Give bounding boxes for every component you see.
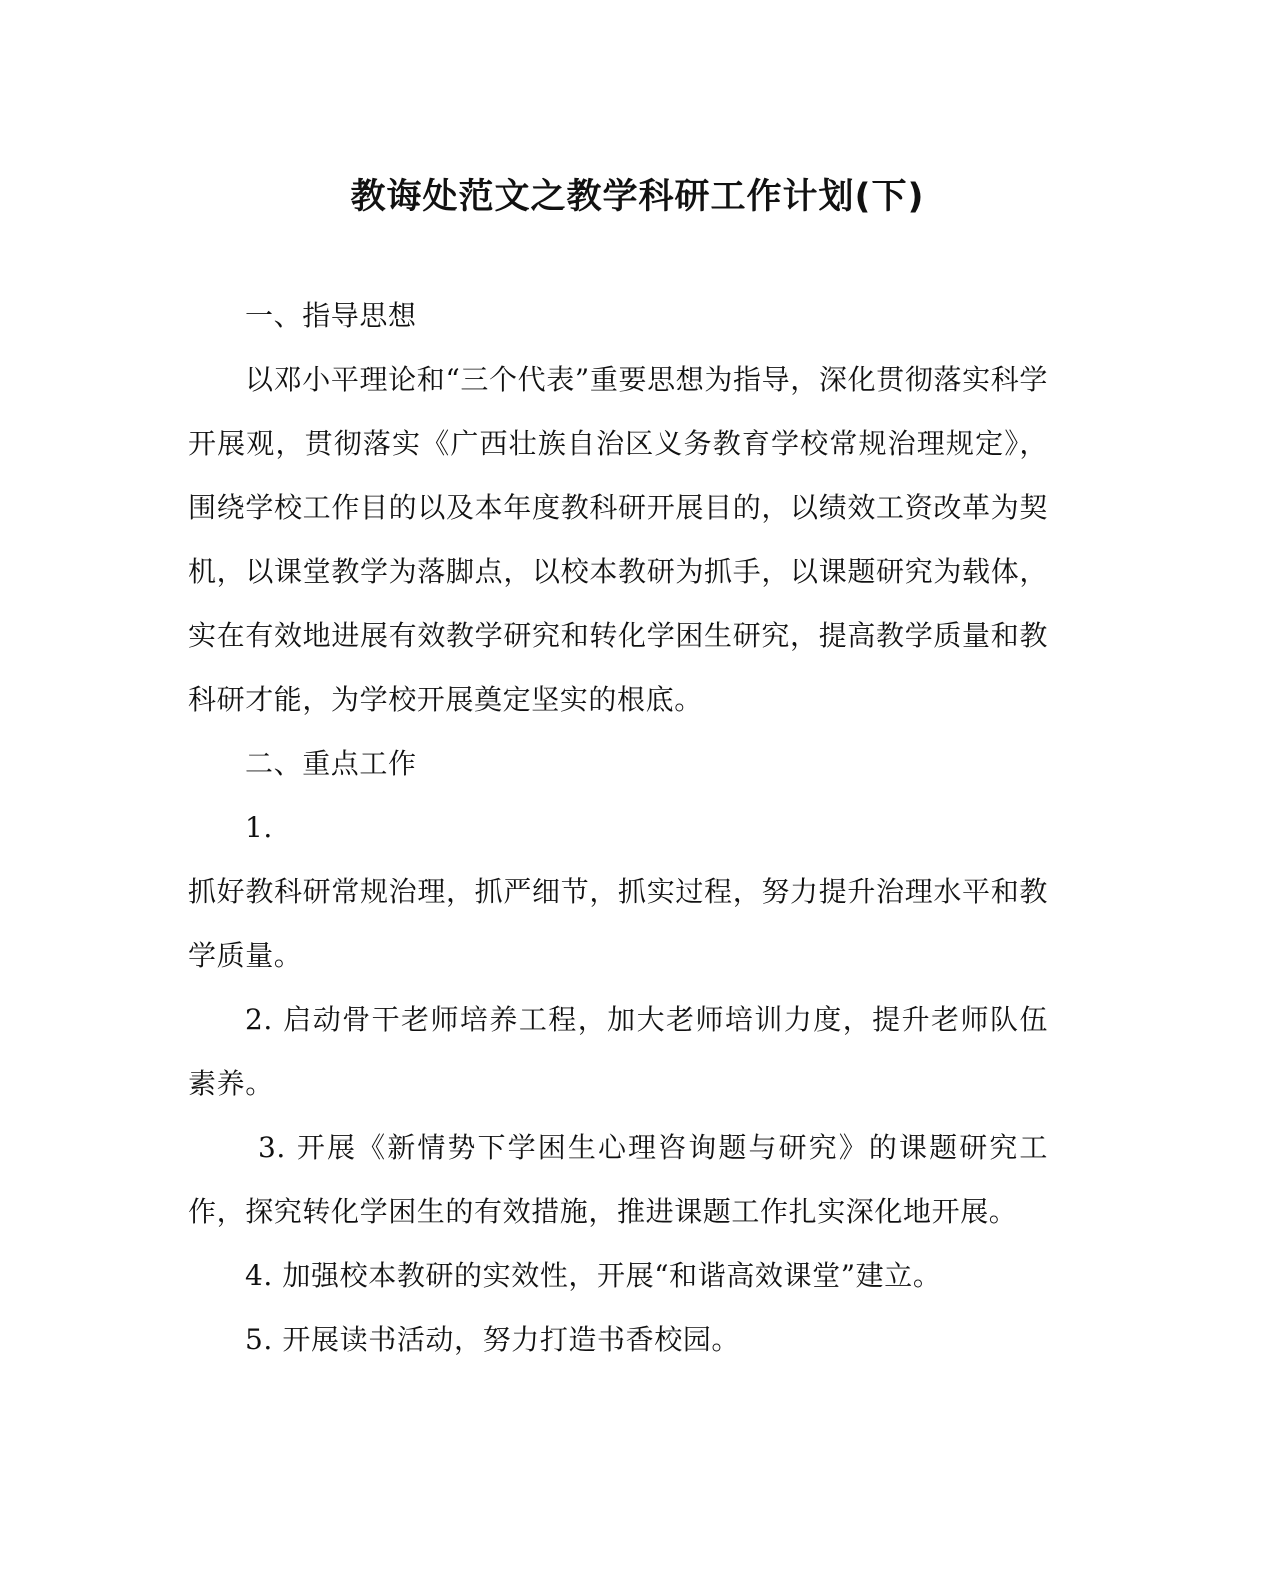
list-item-3: 3. 开展《新情势下学困生心理咨询题与研究》的课题研究工作，探究转化学困生的有效措施，推进课题工作扎实深化地开展。 <box>188 1131 1048 1228</box>
section-heading-key-work: 二、重点工作 <box>245 747 417 780</box>
list-item-5: 5. 开展读书活动，努力打造书香校园。 <box>245 1323 741 1356</box>
list-number-1: 1. <box>245 811 273 844</box>
document-body <box>188 284 1048 1372</box>
paragraph-guiding-thought: 以邓小平理论和“三个代表”重要思想为指导，深化贯彻落实科学开展观，贯彻落实《广西壮族自治区义务教育学校常规治理规定》，围绕学校工作目的以及本年度教科研开展目的，以绩效工资改革为契机，以课堂教学为落脚点，以校本教研为抓手，以课题研究为载体，实在有效地进展有效教学研究和转化学困生研究，提高教学质量和教科研才能，为学校开展奠定坚实的根底。 <box>188 363 1048 716</box>
section-heading-guiding-thought: 一、指导思想 <box>245 299 417 332</box>
list-item-4: 4. 加强校本教研的实效性，开展“和谐高效课堂”建立。 <box>245 1259 942 1292</box>
list-item-1-text: 抓好教科研常规治理，抓严细节，抓实过程，努力提升治理水平和教学质量。 <box>188 875 1048 972</box>
document-title: 教诲处范文之教学科研工作计划(下) <box>350 177 925 217</box>
list-item-2: 2. 启动骨干老师培养工程，加大老师培训力度，提升老师队伍素养。 <box>188 1003 1048 1100</box>
